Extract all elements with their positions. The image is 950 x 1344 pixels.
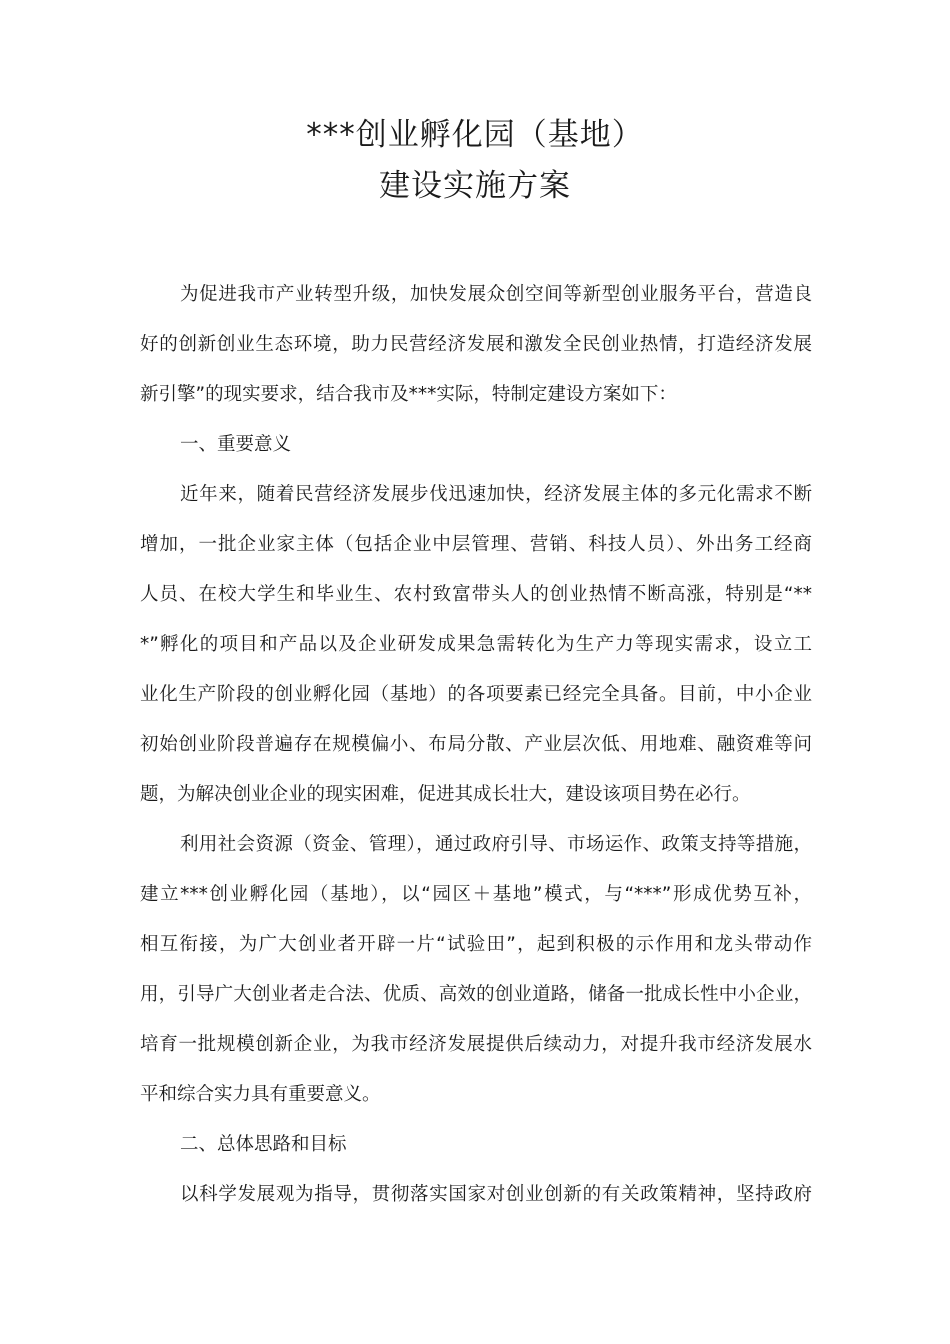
document-text-line: 用，引导广大创业者走合法、优质、高效的创业道路，储备一批成长性中小企业， [140, 984, 812, 1005]
document-text-line: 增加，一批企业家主体（包括企业中层管理、营销、科技人员）、外出务工经商 [140, 534, 812, 555]
document-text-line: 平和综合实力具有重要意义。 [140, 1084, 381, 1105]
document-text-line: 人员、在校大学生和毕业生、农村致富带头人的创业热情不断高涨，特别是“** [140, 584, 812, 605]
document-text-line: 好的创新创业生态环境，助力民营经济发展和激发全民创业热情，打造经济发展 [140, 334, 812, 355]
document-title-line-2: 建设实施方案 [379, 168, 571, 204]
document-text-line: 业化生产阶段的创业孵化园（基地）的各项要素已经完全具备。目前，中小企业 [140, 684, 812, 705]
document-text-line: 培育一批规模创新企业，为我市经济发展提供后续动力，对提升我市经济发展水 [140, 1034, 812, 1055]
document-text-line: 近年来，随着民营经济发展步伐迅速加快，经济发展主体的多元化需求不断 [180, 484, 812, 505]
document-text-line: 利用社会资源（资金、管理），通过政府引导、市场运作、政策支持等措施， [180, 834, 812, 855]
document-text-line: 初始创业阶段普遍存在规模偏小、布局分散、产业层次低、用地难、融资难等问 [140, 734, 812, 755]
document-text-line: 为促进我市产业转型升级，加快发展众创空间等新型创业服务平台，营造良 [180, 284, 812, 305]
document-text-line: 相互衔接，为广大创业者开辟一片“试验田”，起到积极的示作用和龙头带动作 [140, 934, 812, 955]
document-text-line: *”孵化的项目和产品以及企业研发成果急需转化为生产力等现实需求，设立工 [140, 634, 812, 655]
document-text-line: 新引擎”的现实要求，结合我市及***实际，特制定建设方案如下： [140, 384, 677, 405]
document-text-line: 建立***创业孵化园（基地），以“园区＋基地”模式，与“***”形成优势互补， [140, 884, 812, 905]
document-text-line: 二、总体思路和目标 [180, 1134, 347, 1155]
document-title-line-1: ***创业孵化园（基地） [306, 117, 644, 153]
document-text-line: 题，为解决创业企业的现实困难，促进其成长壮大，建设该项目势在必行。 [140, 784, 751, 805]
document-text-line: 一、重要意义 [180, 434, 292, 455]
document-text-line: 以科学发展观为指导，贯彻落实国家对创业创新的有关政策精神，坚持政府 [180, 1184, 812, 1205]
